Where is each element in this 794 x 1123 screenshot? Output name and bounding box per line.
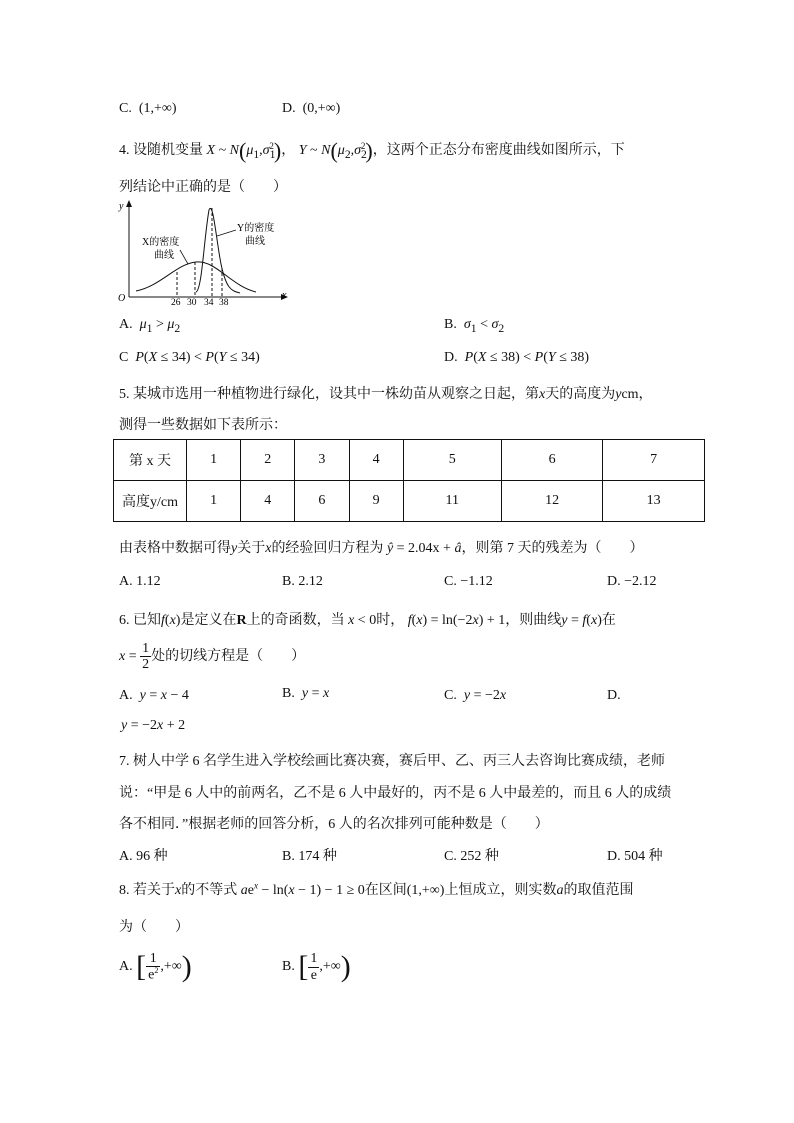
table-cell: 6 bbox=[501, 440, 603, 481]
table-cell: 7 bbox=[603, 440, 705, 481]
q5-option-d: D. −2.12 bbox=[607, 574, 657, 589]
q3-option-c: C. (1,+∞) bbox=[119, 101, 177, 116]
y-curve-label2: 曲线 bbox=[245, 236, 265, 247]
table-cell: 4 bbox=[349, 440, 403, 481]
q4-option-b: B. $\sigma_1 < \sigma_2$ bbox=[444, 317, 505, 335]
x-axis-label: x bbox=[282, 290, 287, 301]
q7-stem-line3: 各不相同．”根据老师的回答分析，6 人的名次排列可能种数是（ ） bbox=[119, 817, 549, 832]
tick-label-26: 26 bbox=[171, 298, 181, 306]
q8-stem-line1: 8. 若关于x的不等式 $ae^x - \ln(x - 1) - 1 \ge 0$在区间(1,+∞)上恒成立，则实数a的取值范围 bbox=[119, 880, 634, 898]
q5-data-table bbox=[113, 439, 705, 522]
q6-stem-line2: x = $\frac{1}{2}$ 处的切线方程是（ ） bbox=[119, 641, 306, 673]
x-density-curve bbox=[136, 262, 256, 292]
x-curve-label: X的密度 bbox=[142, 237, 180, 248]
y-curve-label: Y的密度 bbox=[237, 223, 275, 234]
table-cell: 9 bbox=[349, 481, 403, 522]
q6-option-d-value: y = −2x + 2 bbox=[121, 718, 186, 733]
tick-label-30: 30 bbox=[187, 298, 197, 306]
q6-option-d: D. bbox=[607, 688, 621, 703]
q4-stem-line2: 列结论中正确的是（ ） bbox=[119, 180, 287, 195]
table-cell: 3 bbox=[295, 440, 349, 481]
q5-option-b: B. 2.12 bbox=[282, 574, 323, 589]
table-cell: 1 bbox=[187, 440, 241, 481]
q5-stem-line1: 5. 某城市选用一种植物进行绿化，设其中一株幼苗从观察之日起，第x天的高度为ycm， bbox=[119, 387, 653, 402]
fraction-one-half: $\frac{1}{2}$ bbox=[142, 641, 150, 673]
q3-option-d: D. (0,+∞) bbox=[282, 101, 341, 116]
q8-option-a: A. [ $\frac{1}{e^2}$ ,+∞) bbox=[119, 950, 192, 983]
table-row-height bbox=[114, 481, 705, 522]
table-cell: 2 bbox=[241, 440, 295, 481]
y-label-pointer bbox=[217, 230, 236, 236]
q4-option-d: D. P(X ≤ 38) < P(Y ≤ 38) bbox=[444, 350, 590, 365]
q7-option-c: C. 252 种 bbox=[444, 849, 499, 864]
x-label-pointer bbox=[180, 250, 188, 264]
q7-stem-line1: 7. 树人中学 6 名学生进入学校绘画比赛决赛，赛后甲、乙、丙三人去咨询比赛成绩，老师 bbox=[119, 754, 665, 769]
table-cell: 4 bbox=[241, 481, 295, 522]
q7-option-a: A. 96 种 bbox=[119, 849, 168, 864]
q5-option-c: C. −1.12 bbox=[444, 574, 493, 589]
q5-regression-line: 由表格中数据可得y关于x的经验回归方程为 ŷ = 2.04x + â，则第 7 天的残差为（ ） bbox=[119, 541, 644, 556]
q7-stem-line2: 说：“甲是 6 人中的前两名，乙不是 6 人中最好的，丙不是 6 人中最差的，而且 6 人的成绩 bbox=[119, 786, 672, 801]
q7-option-b: B. 174 种 bbox=[282, 849, 337, 864]
q4-normal-curve-figure bbox=[116, 198, 296, 306]
tick-label-34: 34 bbox=[204, 298, 214, 306]
table-cell: 1 bbox=[187, 481, 241, 522]
q7-option-d: D. 504 种 bbox=[607, 849, 663, 864]
q4-stem-line1: 4. 设随机变量 X ~ $N(\mu_1,\sigma_1^2)$， Y ~ $N(\mu_2,\sigma_2^2)$，这两个正态分布密度曲线如图所示，下 bbox=[119, 138, 625, 163]
origin-label: O bbox=[118, 293, 126, 304]
q8-stem-line2: 为（ ） bbox=[119, 920, 189, 935]
q5-stem-line2: 测得一些数据如下表所示： bbox=[119, 418, 287, 433]
table-cell: 12 bbox=[501, 481, 603, 522]
q4-option-c: C P(X ≤ 34) < P(Y ≤ 34) bbox=[119, 350, 260, 365]
q5-option-a: A. 1.12 bbox=[119, 574, 161, 589]
q6-option-b: B. y = x bbox=[282, 686, 330, 701]
table-header-day: 第 x 天 bbox=[114, 440, 187, 481]
q6-option-a: A. y = x − 4 bbox=[119, 688, 189, 703]
table-cell: 5 bbox=[403, 440, 501, 481]
table-header-height: 高度y/cm bbox=[114, 481, 187, 522]
table-cell: 6 bbox=[295, 481, 349, 522]
q6-stem-line1: 6. 已知f(x)是定义在R上的奇函数，当 x < 0时， f(x) = ln(−2x) + 1，则曲线y = f(x)在 bbox=[119, 613, 616, 628]
table-cell: 13 bbox=[603, 481, 705, 522]
y-axis-label: y bbox=[119, 201, 124, 212]
table-row-day bbox=[114, 440, 705, 481]
y-axis-arrow bbox=[126, 200, 132, 207]
tick-label-38: 38 bbox=[219, 298, 229, 306]
q4-option-a: A. $\mu_1 > \mu_2$ bbox=[119, 317, 181, 335]
table-cell: 11 bbox=[403, 481, 501, 522]
x-curve-label2: 曲线 bbox=[154, 250, 174, 261]
q8-option-b: B. [ $\frac{1}{e}$ ,+∞) bbox=[282, 950, 351, 983]
q6-option-c: C. y = −2x bbox=[444, 688, 507, 703]
